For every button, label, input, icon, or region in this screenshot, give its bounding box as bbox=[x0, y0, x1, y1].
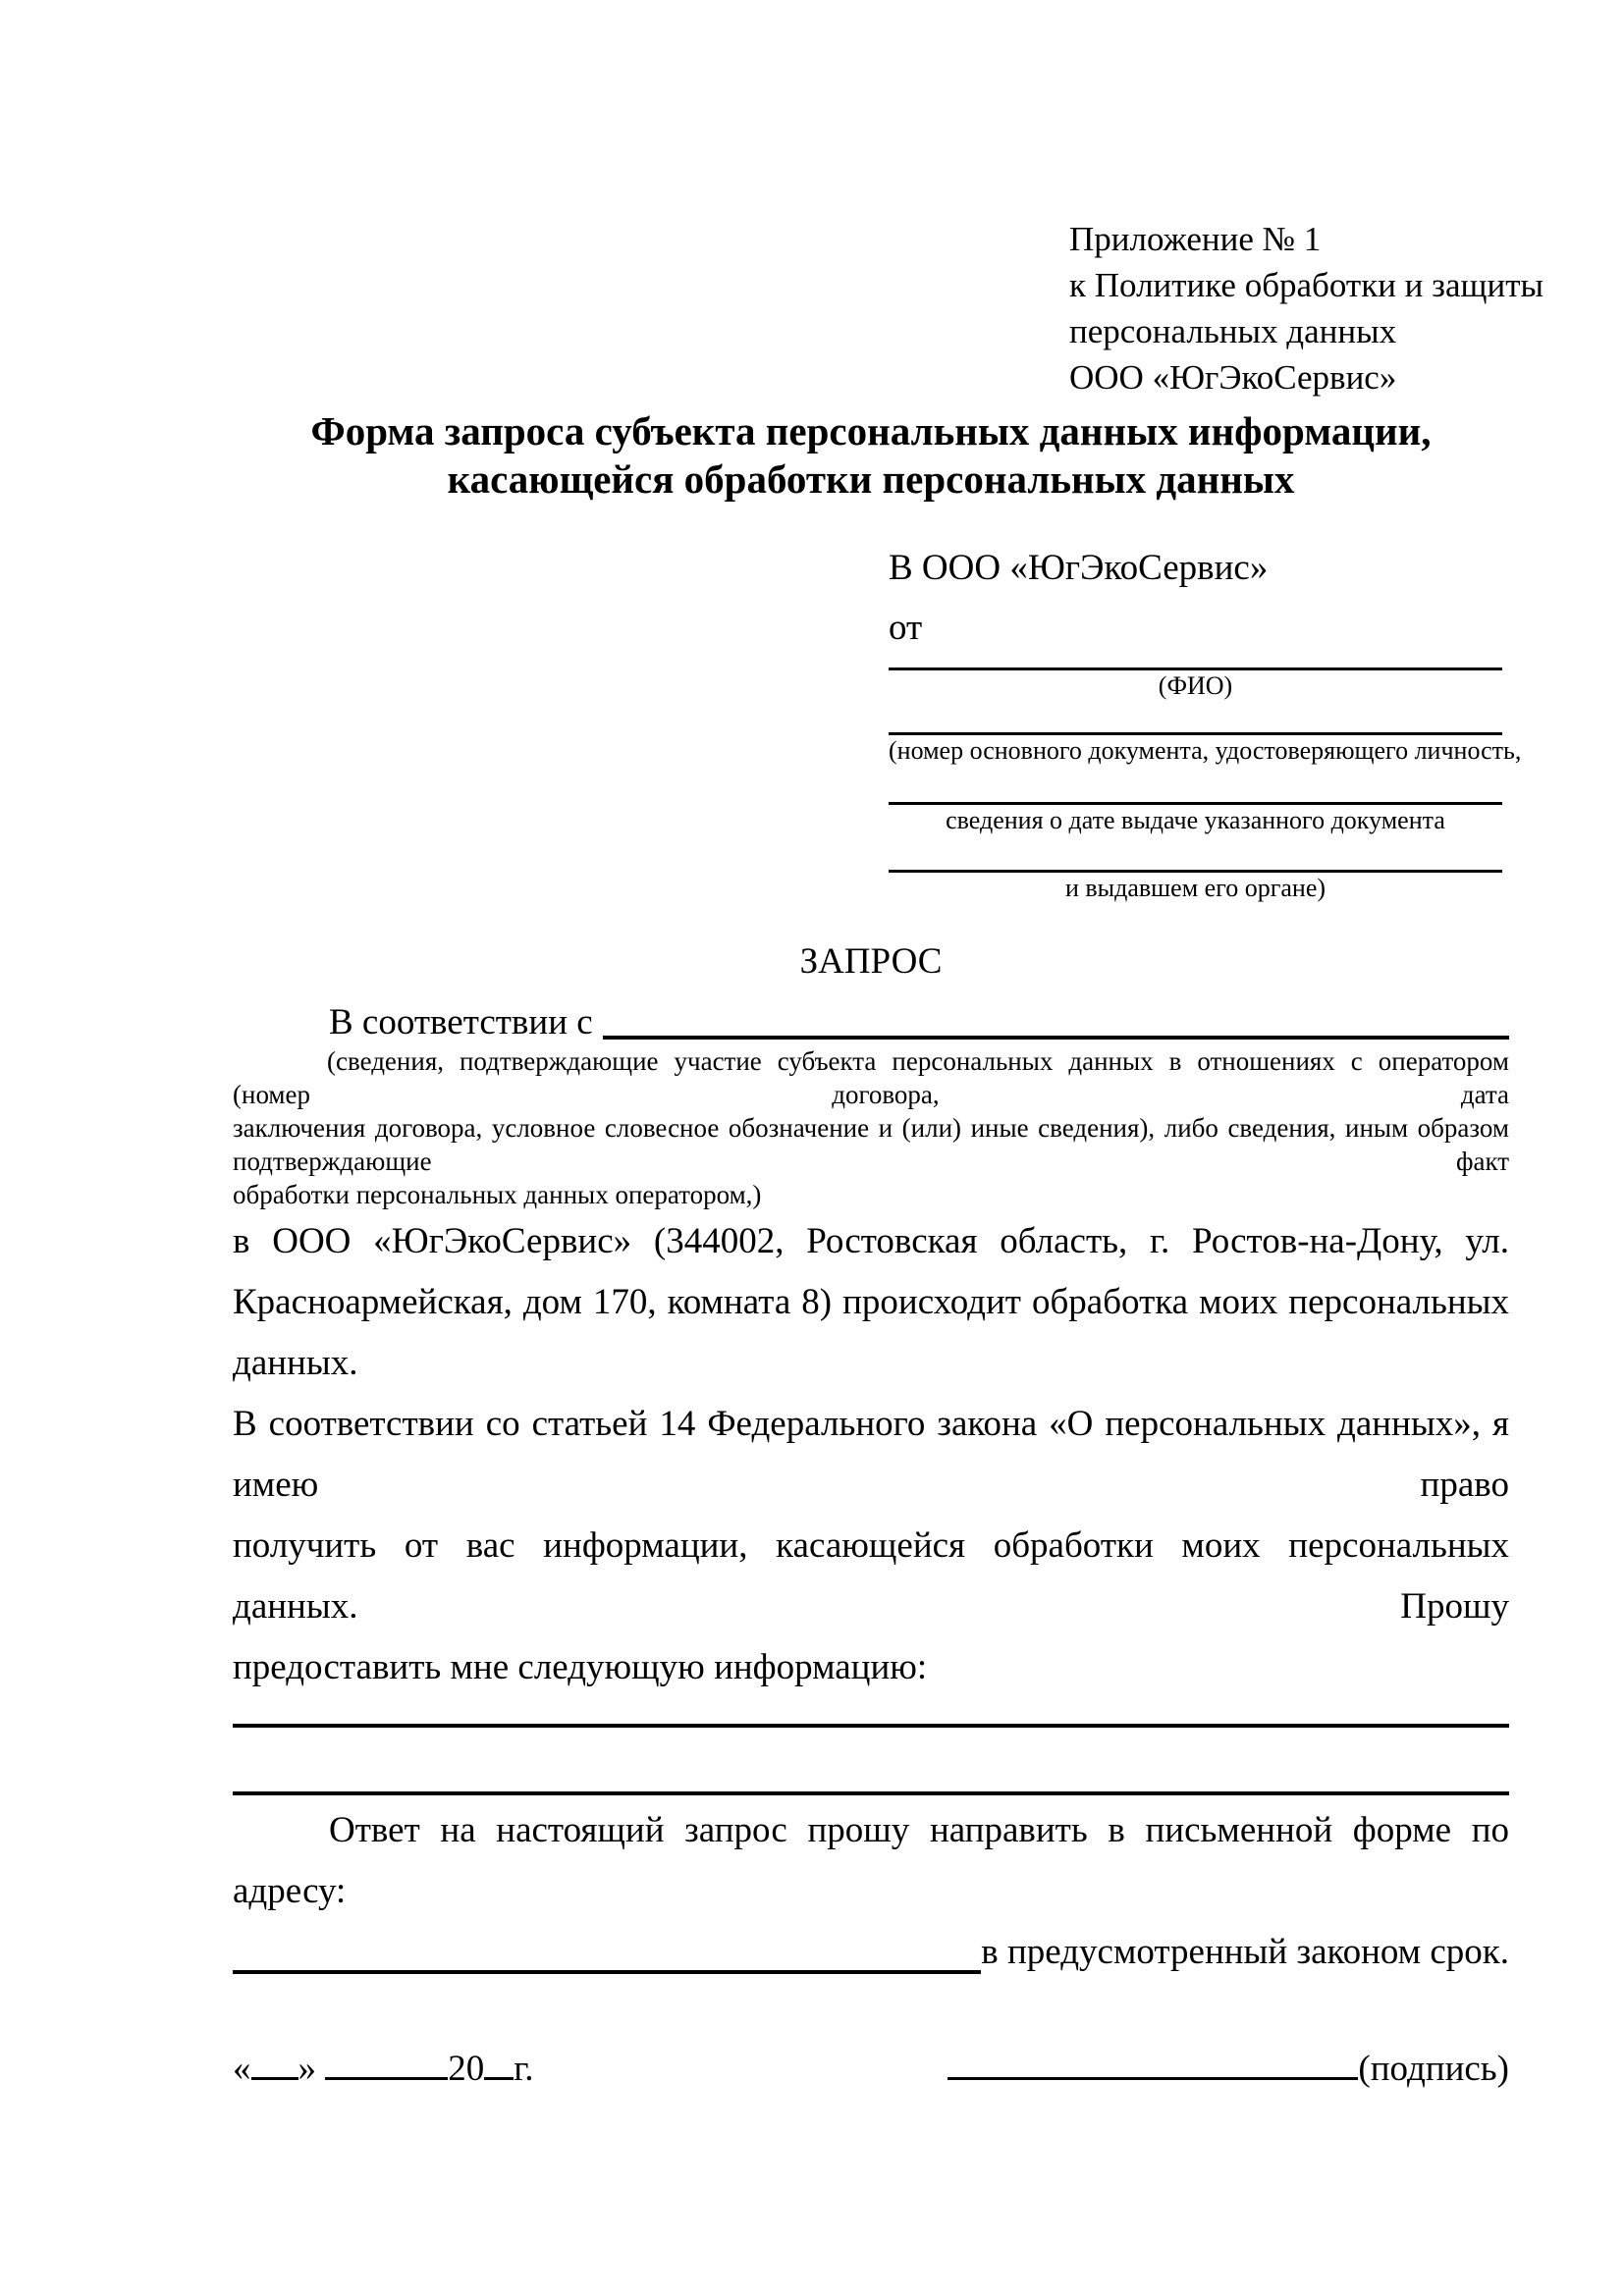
fio-caption: (ФИО) bbox=[1158, 671, 1233, 700]
intro-row bbox=[233, 1003, 1509, 1042]
date-group bbox=[233, 2046, 534, 2090]
date-day-blank bbox=[251, 2046, 298, 2080]
intro-caption bbox=[233, 1044, 1509, 1211]
intro-caption-line: (сведения, подтверждающие участие субъекта персональных данных в отношениях с оператором (номер договора, дата bbox=[233, 1046, 1509, 1109]
document-issue-date-caption: сведения о дате выдаче указанного документа bbox=[946, 806, 1445, 834]
footer-row bbox=[233, 2046, 1509, 2090]
requested-info-blank-line-2 bbox=[233, 1791, 1509, 1795]
document-issuer-caption: и выдавшем его органе) bbox=[1064, 874, 1326, 902]
main-paragraph-line: в ООО «ЮгЭкоСервис» (344002, Ростовская область, г. Ростов-на-Дону, ул. bbox=[233, 1221, 1509, 1261]
recipient-block bbox=[889, 548, 1522, 903]
date-month-blank bbox=[325, 2046, 448, 2080]
reply-suffix: в предусмотренный законом срок. bbox=[981, 1932, 1509, 1972]
recipient-to: В ООО «ЮгЭкоСервис» bbox=[889, 548, 1269, 588]
page-title bbox=[233, 407, 1509, 504]
date-year-suffix: г. bbox=[514, 2049, 534, 2089]
signature-caption: (подпись) bbox=[1358, 2049, 1509, 2089]
reply-sentence: Ответ на настоящий запрос прошу направить в письменной форме по адресу: bbox=[233, 1810, 1509, 1911]
main-paragraph-line: предоставить мне следующую информацию: bbox=[233, 1647, 928, 1687]
date-open-quote: « bbox=[233, 2049, 251, 2089]
date-close-quote: » bbox=[298, 2049, 316, 2089]
reply-address-blank-line bbox=[233, 1922, 981, 1974]
main-paragraph-line: Красноармейская, дом 170, комната 8) происходит обработка моих персональных данных. bbox=[233, 1282, 1509, 1383]
main-paragraph-line: получить от вас информации, касающейся обработки моих персональных данных. Прошу bbox=[233, 1525, 1509, 1627]
signature-blank-line bbox=[947, 2046, 1358, 2080]
date-year: 20 bbox=[448, 2049, 485, 2089]
appendix-header bbox=[1069, 216, 1544, 400]
document-issuer-blank-line bbox=[889, 835, 1502, 873]
reply-address-row bbox=[233, 1922, 1509, 1983]
document-issue-date-blank-line bbox=[889, 766, 1502, 805]
document-number-blank-line bbox=[889, 701, 1502, 735]
date-year-blank bbox=[484, 2046, 514, 2080]
page-title-line: Форма запроса субъекта персональных данных информации, bbox=[310, 408, 1432, 454]
page-title-line: касающейся обработки персональных данных bbox=[447, 456, 1295, 502]
intro-caption-line: обработки персональных данных оператором,) bbox=[233, 1180, 762, 1209]
recipient-from-label: от bbox=[889, 608, 923, 648]
requested-info-blank-line-1 bbox=[233, 1724, 1509, 1728]
appendix-header-line: Приложение № 1 bbox=[1069, 220, 1322, 258]
request-heading: ЗАПРОС bbox=[799, 941, 943, 982]
intro-prefix: В соответствии с bbox=[329, 1002, 593, 1042]
signature-group bbox=[947, 2046, 1509, 2090]
main-paragraph bbox=[233, 1211, 1509, 1698]
appendix-header-line: ООО «ЮгЭкоСервис» bbox=[1069, 358, 1397, 397]
main-paragraph-line: В соответствии со статьей 14 Федерального закона «О персональных данных», я имею право bbox=[233, 1404, 1509, 1505]
relationship-details-blank-line bbox=[603, 1003, 1509, 1040]
appendix-header-line: персональных данных bbox=[1069, 312, 1397, 350]
document-number-caption: (номер основного документа, удостоверяющего личность, bbox=[889, 736, 1522, 765]
fio-blank-line bbox=[889, 648, 1502, 670]
intro-caption-line: заключения договора, условное словесное обозначение и (или) иные сведения), либо сведения, иным образом подтверждающие факт bbox=[233, 1113, 1509, 1176]
appendix-header-line: к Политике обработки и защиты bbox=[1069, 266, 1544, 304]
